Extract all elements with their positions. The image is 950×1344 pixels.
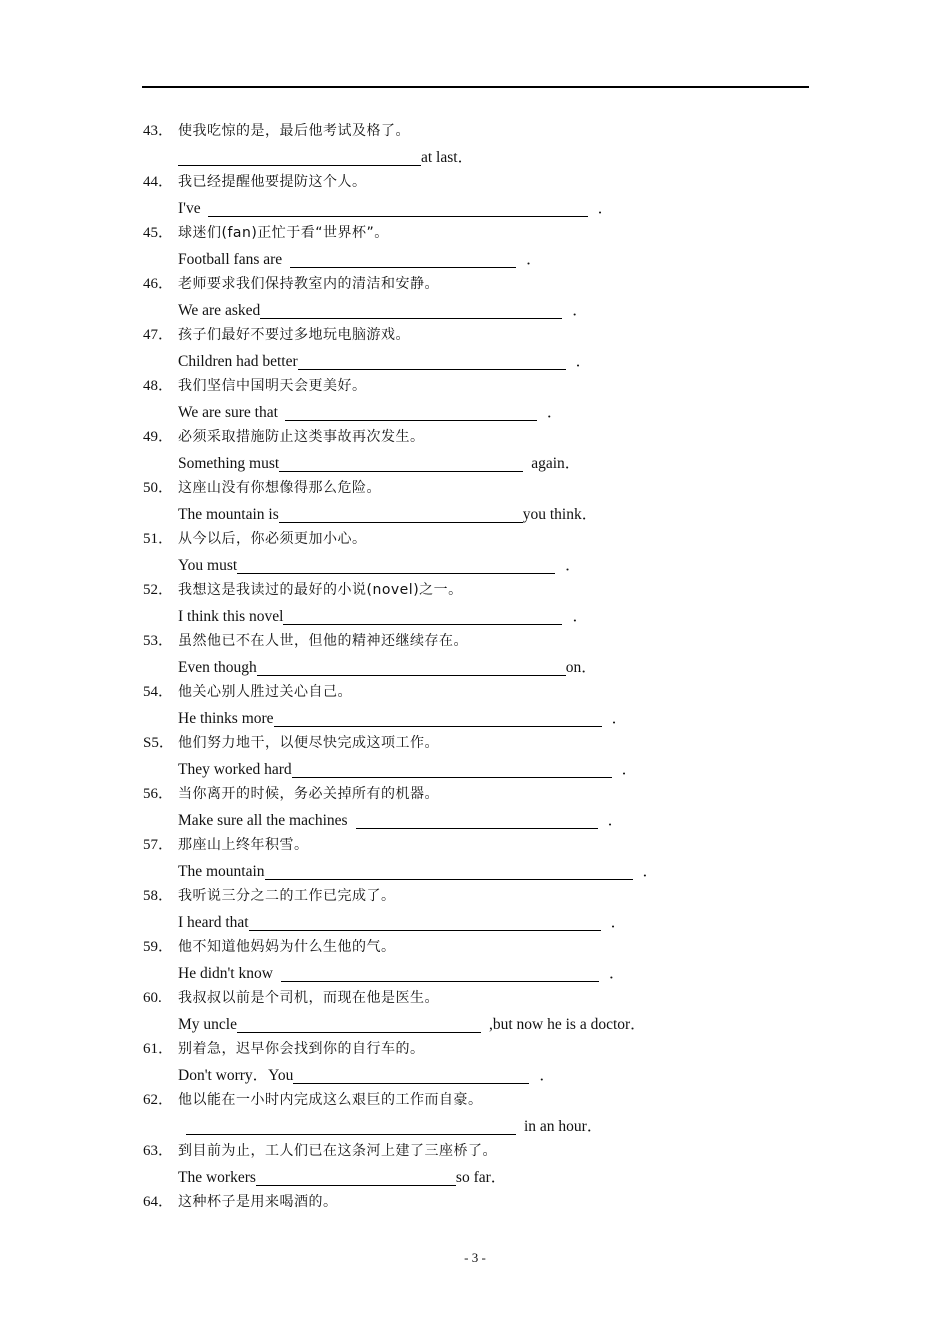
answer-line — [143, 655, 823, 681]
exercise-prompt — [143, 629, 823, 655]
exercise-number: 61． — [143, 1041, 174, 1057]
chinese-sentence: 我已经提醒他要提防这个人。 — [178, 174, 367, 190]
answer-blank[interactable] — [208, 200, 588, 217]
answer-blank[interactable] — [256, 1169, 456, 1186]
chinese-sentence: 老师要求我们保持教室内的清洁和安静。 — [178, 276, 439, 292]
exercise-number: 44． — [143, 174, 174, 190]
answer-line — [143, 859, 823, 885]
answer-line — [143, 808, 823, 834]
chinese-sentence: 他以能在一小时内完成这么艰巨的工作而自豪。 — [178, 1092, 483, 1108]
answer-blank[interactable] — [283, 608, 562, 625]
answer-blank[interactable] — [279, 506, 523, 523]
answer-line — [143, 1063, 823, 1089]
exercise-number: 43． — [143, 123, 174, 139]
exercise-prompt — [143, 680, 823, 706]
answer-blank[interactable] — [298, 353, 566, 370]
answer-line — [143, 604, 823, 630]
chinese-sentence: 别着急，迟早你会找到你的自行车的。 — [178, 1041, 425, 1057]
answer-blank[interactable] — [249, 914, 601, 931]
answer-blank[interactable] — [186, 1118, 516, 1135]
answer-prefix: The workers — [178, 1168, 256, 1186]
answer-blank[interactable] — [356, 812, 598, 829]
answer-line — [143, 400, 823, 426]
chinese-sentence: 必须采取措施防止这类事故再次发生。 — [178, 429, 425, 445]
answer-line — [143, 1114, 823, 1140]
answer-prefix: Something must — [178, 454, 280, 472]
exercise-number: 57． — [143, 837, 174, 853]
exercise-prompt — [143, 782, 823, 808]
answer-line — [143, 706, 823, 732]
answer-blank[interactable] — [285, 404, 537, 421]
chinese-sentence: 虽然他已不在人世，但他的精神还继续存在。 — [178, 633, 468, 649]
answer-suffix: ． — [565, 556, 581, 574]
chinese-sentence: 到目前为止，工人们已在这条河上建了三座桥了。 — [178, 1143, 497, 1159]
chinese-sentence: 使我吃惊的是，最后他考试及格了。 — [178, 123, 410, 139]
answer-suffix: ． — [539, 1066, 555, 1084]
exercise-number: 48． — [143, 378, 174, 394]
answer-prefix: We are asked — [178, 301, 261, 319]
answer-line — [143, 247, 823, 273]
answer-suffix: ． — [597, 199, 614, 217]
answer-line — [143, 451, 823, 477]
exercise-number: 46． — [143, 276, 174, 292]
answer-blank[interactable] — [279, 455, 523, 472]
answer-line — [143, 502, 823, 528]
answer-prefix: Children had better — [178, 352, 298, 370]
exercise-prompt — [143, 884, 823, 910]
exercise-list — [143, 119, 823, 1216]
exercise-prompt — [143, 833, 823, 859]
exercise-number: 54． — [143, 684, 174, 700]
exercise-prompt — [143, 1037, 823, 1063]
header-rule — [142, 86, 809, 88]
exercise-number: 52． — [143, 582, 174, 598]
answer-prefix: They worked hard — [178, 760, 292, 778]
answer-suffix: ． — [621, 760, 638, 778]
answer-suffix: ,but now he is a doctor． — [488, 1015, 646, 1033]
answer-suffix: ． — [611, 709, 628, 727]
answer-blank[interactable] — [281, 965, 599, 982]
answer-suffix: ． — [526, 250, 542, 268]
answer-blank[interactable] — [257, 659, 566, 676]
exercise-number: 63． — [143, 1143, 174, 1159]
exercise-prompt — [143, 935, 823, 961]
chinese-sentence: 孩子们最好不要过多地玩电脑游戏。 — [178, 327, 410, 343]
answer-line — [143, 298, 823, 324]
exercise-number: 56． — [143, 786, 174, 802]
exercise-number: 64． — [143, 1194, 174, 1210]
answer-suffix: in an hour． — [524, 1117, 603, 1135]
answer-prefix: Make sure all the machines — [178, 811, 348, 829]
chinese-sentence: 从今以后，你必须更加小心。 — [178, 531, 367, 547]
exercise-number: 58． — [143, 888, 174, 904]
answer-line — [143, 349, 823, 375]
answer-suffix: ． — [572, 607, 588, 625]
exercise-prompt — [143, 323, 823, 349]
exercise-number: S5． — [143, 735, 174, 751]
answer-suffix: again． — [531, 454, 581, 472]
exercise-number: 49． — [143, 429, 174, 445]
chinese-sentence: 这种杯子是用来喝酒的。 — [178, 1194, 338, 1210]
answer-blank[interactable] — [260, 302, 562, 319]
chinese-sentence: 这座山没有你想像得那么危险。 — [178, 480, 381, 496]
exercise-number: 60. — [143, 990, 162, 1006]
answer-line — [143, 757, 823, 783]
answer-prefix: He thinks more — [178, 709, 274, 727]
answer-prefix: I think this novel — [178, 607, 284, 625]
answer-prefix: You must — [178, 556, 238, 574]
exercise-prompt — [143, 731, 823, 757]
answer-suffix: ． — [642, 862, 659, 880]
answer-prefix: My uncle — [178, 1015, 237, 1033]
exercise-number: 62． — [143, 1092, 174, 1108]
answer-blank[interactable] — [237, 1016, 481, 1033]
answer-suffix: ． — [610, 913, 627, 931]
exercise-prompt — [143, 986, 823, 1012]
chinese-sentence: 那座山上终年积雪。 — [178, 837, 309, 853]
answer-line — [143, 145, 823, 171]
answer-prefix: Don't worry．You — [178, 1066, 294, 1084]
answer-blank[interactable] — [274, 710, 602, 727]
exercise-prompt — [143, 374, 823, 400]
answer-suffix: ． — [607, 811, 624, 829]
exercise-prompt — [143, 170, 823, 196]
answer-blank[interactable] — [292, 761, 612, 778]
chinese-sentence: 球迷们(fan)正忙于看“世界杯”。 — [178, 225, 389, 241]
chinese-sentence: 他关心别人胜过关心自己。 — [178, 684, 352, 700]
page-number: - 3 - — [464, 1250, 486, 1265]
chinese-sentence: 我听说三分之二的工作已完成了。 — [178, 888, 396, 904]
chinese-sentence: 我们坚信中国明天会更美好。 — [178, 378, 367, 394]
chinese-sentence: 他不知道他妈妈为什么生他的气。 — [178, 939, 396, 955]
answer-blank[interactable] — [290, 251, 516, 268]
chinese-sentence: 当你离开的时候，务必关掉所有的机器。 — [178, 786, 439, 802]
answer-line — [143, 1165, 823, 1191]
exercise-prompt — [143, 578, 823, 604]
answer-blank[interactable] — [237, 557, 555, 574]
answer-line — [143, 553, 823, 579]
chinese-sentence: 他们努力地干，以便尽快完成这项工作。 — [178, 735, 439, 751]
answer-prefix: The mountain — [178, 862, 265, 880]
answer-suffix: ． — [572, 301, 588, 319]
answer-line — [143, 910, 823, 936]
answer-suffix: at last． — [421, 148, 474, 166]
exercise-number: 53． — [143, 633, 174, 649]
exercise-prompt — [143, 1088, 823, 1114]
answer-suffix: ． — [608, 964, 625, 982]
exercise-number: 50． — [143, 480, 174, 496]
exercise-number: 51． — [143, 531, 174, 547]
answer-line — [143, 196, 823, 222]
answer-prefix: He didn't know — [178, 964, 273, 982]
chinese-sentence: 我叔叔以前是个司机，而现在他是医生。 — [178, 990, 439, 1006]
exercise-number: 45． — [143, 225, 174, 241]
answer-suffix: ． — [546, 403, 563, 421]
answer-blank[interactable] — [265, 863, 633, 880]
answer-prefix: I heard that — [178, 913, 249, 931]
answer-prefix: The mountain is — [178, 505, 279, 523]
exercise-prompt — [143, 527, 823, 553]
answer-line — [143, 961, 823, 987]
exercise-number: 47． — [143, 327, 174, 343]
exercise-prompt — [143, 1139, 823, 1165]
answer-suffix: so far． — [455, 1168, 507, 1186]
exercise-prompt — [143, 221, 823, 247]
answer-prefix: Football fans are — [178, 250, 283, 268]
answer-suffix: you think． — [522, 505, 598, 523]
answer-prefix: I've — [178, 199, 201, 217]
answer-suffix: on． — [565, 658, 597, 676]
chinese-sentence: 我想这是我读过的最好的小说(novel)之一。 — [178, 582, 463, 598]
exercise-prompt — [143, 119, 823, 145]
exercise-prompt — [143, 272, 823, 298]
answer-suffix: ． — [575, 352, 592, 370]
answer-prefix: Even though — [178, 658, 257, 676]
answer-prefix: We are sure that — [178, 403, 278, 421]
answer-blank[interactable] — [293, 1067, 529, 1084]
exercise-prompt — [143, 476, 823, 502]
exercise-number: 59． — [143, 939, 174, 955]
answer-line — [143, 1012, 823, 1038]
exercise-prompt — [143, 1190, 823, 1216]
exercise-prompt — [143, 425, 823, 451]
answer-blank[interactable] — [178, 149, 421, 166]
